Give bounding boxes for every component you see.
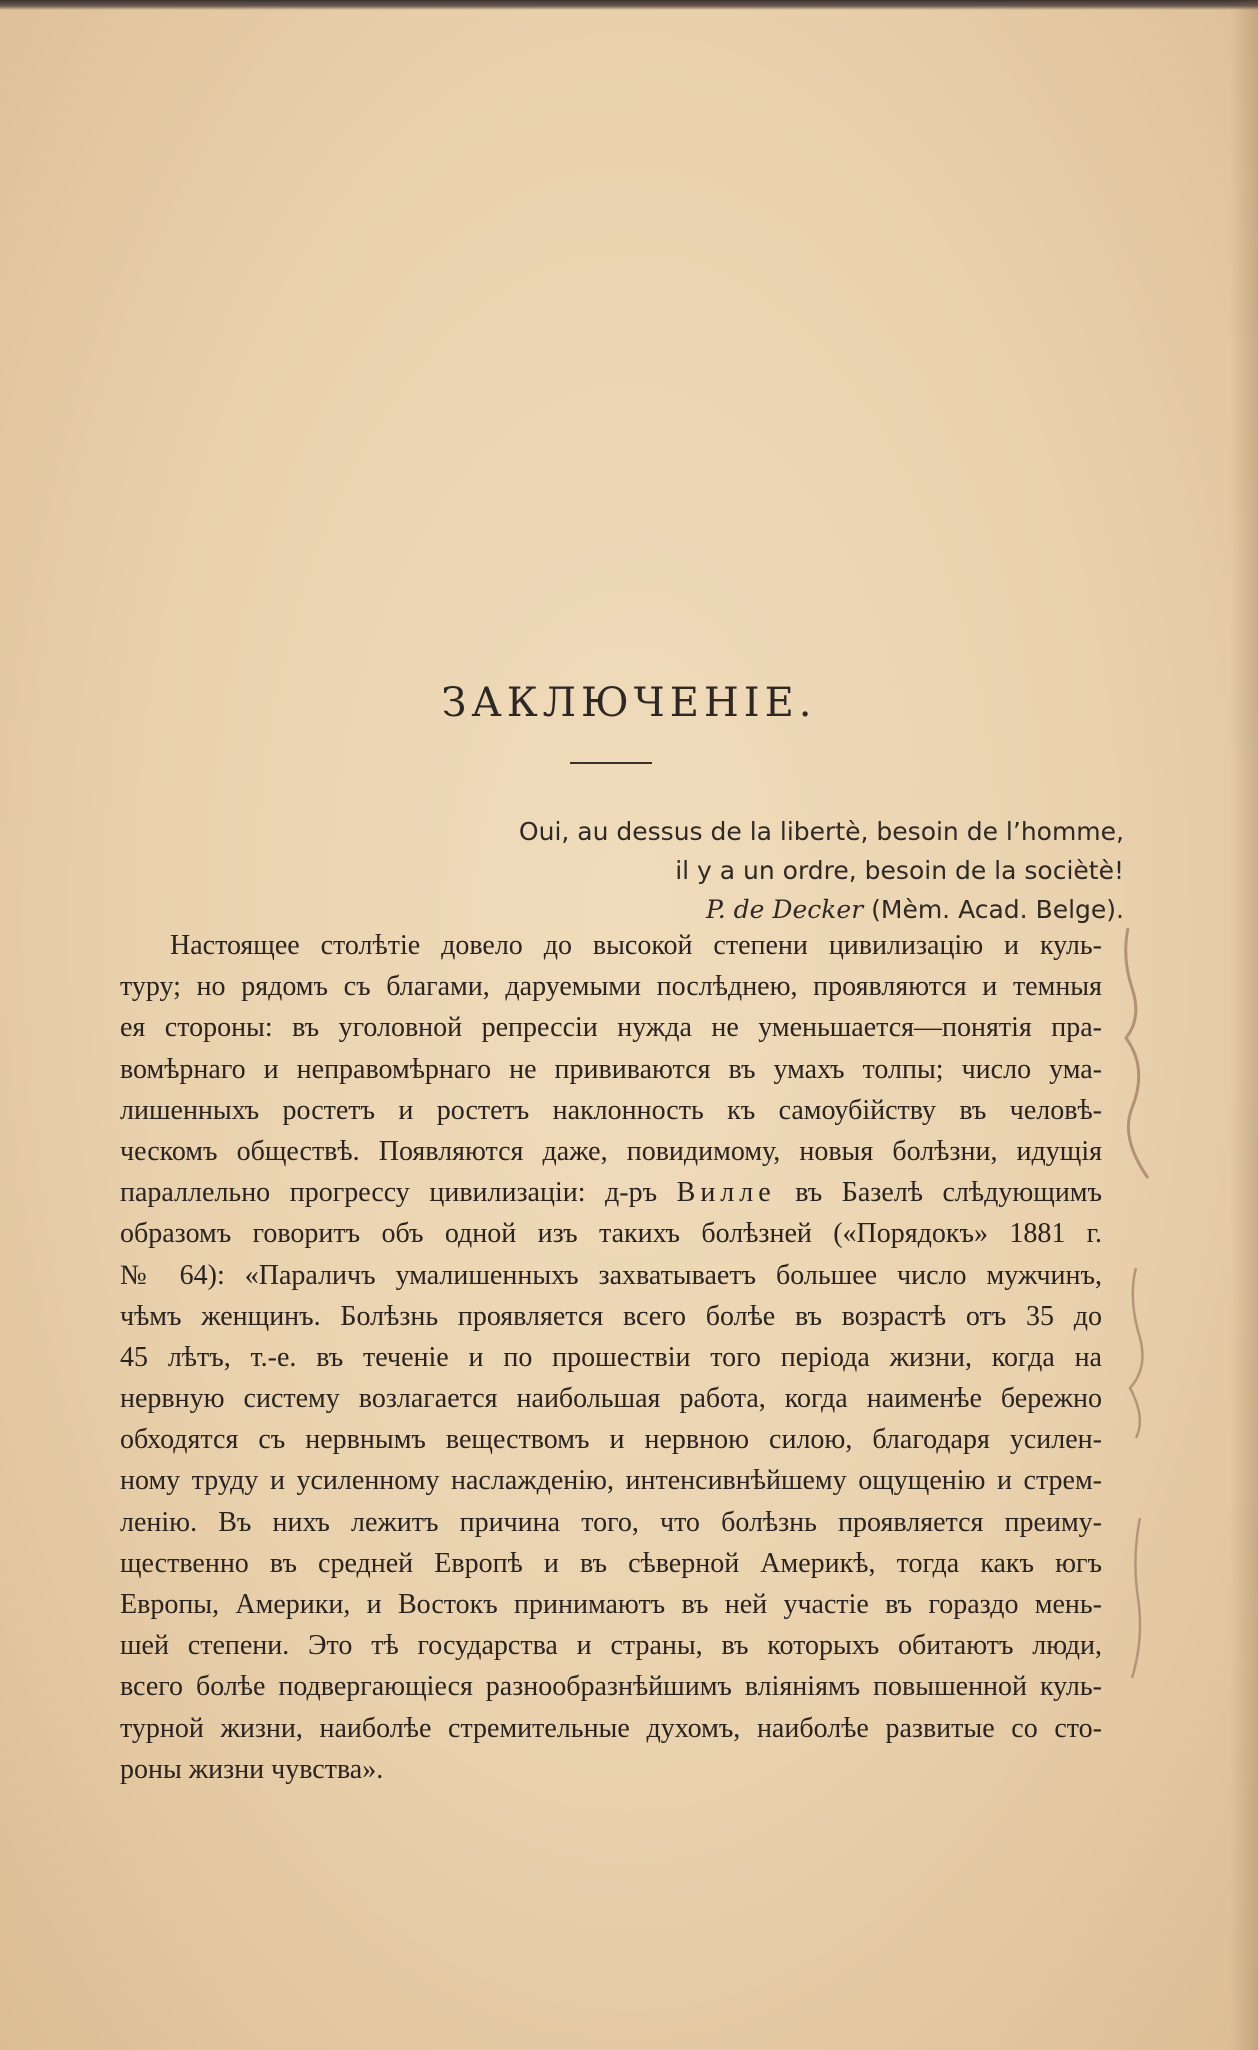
text-line: ческомъ обществѣ. Появляются даже, повидимому, новыя болѣзни, идущія: [120, 1135, 1102, 1167]
text-line: 45 лѣтъ, т.-е. въ теченіе и по прошествіи того періода жизни, когда на: [120, 1341, 1102, 1373]
pencil-bracket-mark: [1130, 1268, 1142, 1438]
text-line: обходятся съ нервнымъ веществомъ и нервною силою, благодаря усилен-: [120, 1424, 1102, 1456]
body-paragraph: [120, 925, 1102, 1790]
text-line: щественно въ средней Европѣ и въ сѣверной Америкѣ, тогда какъ югъ: [120, 1547, 1102, 1579]
text-line: Настоящее столѣтіе довело до высокой степени цивилизацію и куль-: [170, 930, 1102, 961]
text-line: нервную систему возлагается наибольшая работа, когда наименѣе бережно: [120, 1383, 1102, 1415]
text-line: Европы, Америки, и Востокъ принимаютъ въ ней участіе въ гораздо мень-: [120, 1589, 1102, 1620]
text-line: № 64): «Параличъ умалишенныхъ захватываетъ большее число мужчинъ,: [120, 1259, 1102, 1291]
text-line: образомъ говоритъ объ одной изъ такихъ болѣзней («Порядокъ» 1881 г.: [120, 1218, 1102, 1250]
chapter-title: ЗАКЛЮЧЕНІЕ.: [441, 680, 817, 726]
epigraph-author: P. de Decker: [706, 895, 864, 924]
epigraph-line-2: il y a un ordre, besoin de la sociètè!: [675, 856, 1124, 885]
epigraph-attribution: [420, 890, 1124, 929]
text-line: параллельно прогрессу цивилизаціи: д-ръ Вилле въ Базелѣ слѣдующимъ: [120, 1177, 1102, 1209]
margin-pencil-marks: [1118, 918, 1168, 1738]
text-line: роны жизни чувства».: [120, 1753, 384, 1785]
text-line: турной жизни, наиболѣе стремительные духомъ, наиболѣе развитые со сто-: [120, 1712, 1102, 1744]
text-line: вомѣрнаго и неправомѣрнаго не прививаются въ умахъ толпы; число ума-: [120, 1053, 1102, 1085]
epigraph-source: (Mèm. Acad. Belge).: [871, 895, 1124, 924]
text-line: ея стороны: въ уголовной репрессіи нужда не уменьшается—понятія пра-: [120, 1012, 1102, 1044]
page-top-edge: [0, 0, 1258, 10]
text-line: туру; но рядомъ съ благами, даруемыми послѣднею, проявляются и темныя: [120, 971, 1102, 1003]
text-line: шей степени. Это тѣ государства и страны, въ которыхъ обитаютъ люди,: [120, 1630, 1102, 1662]
text-line: лишенныхъ ростетъ и ростетъ наклонность къ самоубійству въ человѣ-: [120, 1094, 1102, 1126]
epigraph-line-1: Oui, au dessus de la libertè, besoin de l’homme,: [518, 817, 1124, 846]
spaced-name: Вилле: [676, 1177, 776, 1209]
epigraph: [420, 812, 1124, 929]
pencil-bracket-mark: [1126, 928, 1148, 1178]
text-line: всего болѣе подвергающіеся разнообразнѣйшимъ вліяніямъ повышенной куль-: [120, 1671, 1102, 1703]
pencil-bracket-mark: [1132, 1518, 1140, 1678]
page-right-edge: [1230, 0, 1258, 2050]
text-line: чѣмъ женщинъ. Болѣзнь проявляется всего болѣе въ возрастѣ отъ 35 до: [120, 1300, 1102, 1332]
title-divider: [570, 762, 652, 764]
text-line: ленію. Въ нихъ лежитъ причина того, что болѣзнь проявляется преиму-: [120, 1506, 1102, 1538]
text-line: ному труду и усиленному наслажденію, интенсивнѣйшему ощущенію и стрем-: [120, 1465, 1102, 1497]
